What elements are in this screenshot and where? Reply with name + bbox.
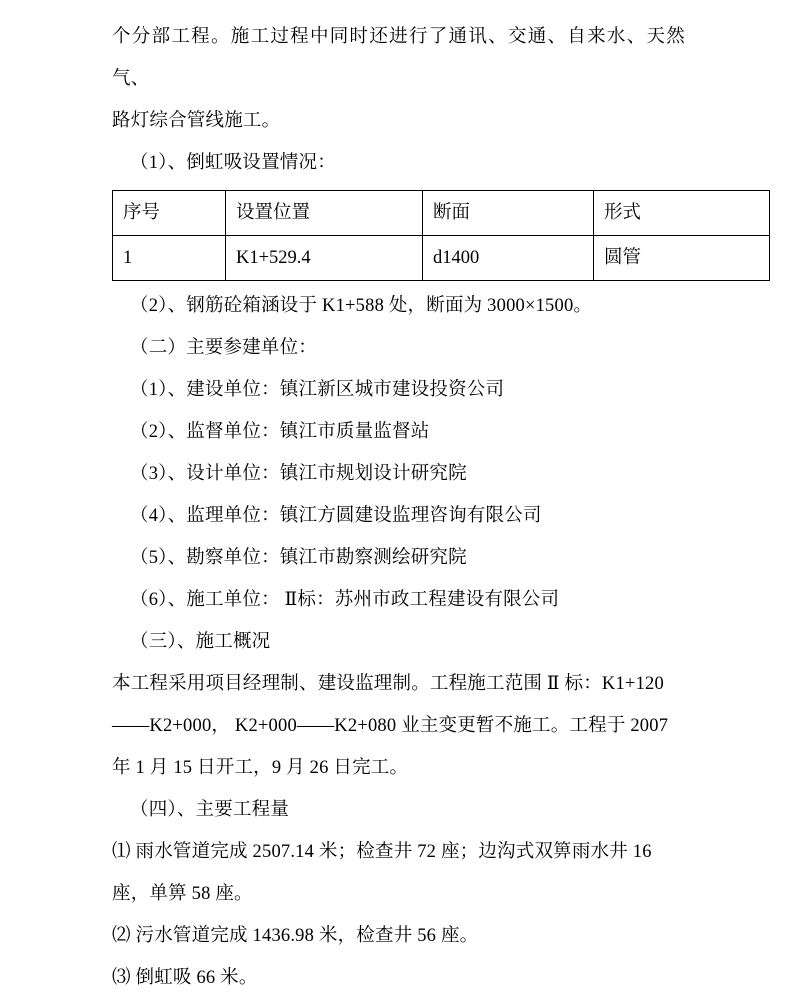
unit-item-designer: （3）、设计单位：镇江市规划设计研究院: [130, 464, 467, 484]
section-heading-4: （四）、主要工程量: [130, 800, 290, 820]
table-header-row: [113, 191, 770, 236]
paragraph-item-1-heading: （1）、倒虹吸设置情况：: [130, 153, 336, 173]
construction-overview-line-2: ——K2+000， K2+000——K2+080 业主变更暂不施工。工程于 2007: [112, 716, 669, 736]
cell-index: 1: [113, 236, 226, 281]
unit-item-monitor: （4）、监理单位：镇江方圆建设监理咨询有限公司: [130, 506, 542, 526]
column-header-section: 断面: [423, 191, 594, 236]
quantity-item-1-line-2: 座，单箅 58 座。: [112, 884, 253, 904]
unit-item-supervisor: （2）、监督单位：镇江市质量监督站: [130, 422, 430, 442]
inverted-siphon-table: [112, 190, 770, 281]
table-body: [113, 236, 770, 281]
paragraph-continuation: 个分部工程。施工过程中同时还进行了通讯、交通、自来水、天然气、: [112, 27, 685, 89]
cell-section: d1400: [423, 236, 594, 281]
quantity-item-2: ⑵ 污水管道完成 1436.98 米，检查井 56 座。: [112, 926, 479, 946]
table-head: [113, 191, 770, 236]
column-header-location: 设置位置: [226, 191, 423, 236]
quantity-item-3: ⑶ 倒虹吸 66 米。: [112, 968, 258, 988]
unit-item-construction-investor: （1）、建设单位：镇江新区城市建设投资公司: [130, 380, 505, 400]
construction-overview-line-3: 年 1 月 15 日开工，9 月 26 日完工。: [112, 758, 409, 778]
unit-item-contractor: （6）、施工单位： Ⅱ标：苏州市政工程建设有限公司: [130, 590, 560, 610]
table-row: [113, 236, 770, 281]
paragraph-item-2: （2）、钢筋砼箱涵设于 K1+588 处，断面为 3000×1500。: [130, 296, 593, 316]
column-header-index: 序号: [113, 191, 226, 236]
unit-item-survey: （5）、勘察单位：镇江市勘察测绘研究院: [130, 548, 467, 568]
paragraph-continuation-2: 路灯综合管线施工。: [112, 111, 281, 131]
section-heading-3: （三）、施工概况: [130, 632, 271, 652]
construction-overview-line-1: 本工程采用项目经理制、建设监理制。工程施工范围 Ⅱ 标：K1+120: [112, 674, 664, 694]
cell-form: 圆管: [594, 236, 770, 281]
quantity-item-1-line-1: ⑴ 雨水管道完成 2507.14 米；检查井 72 座；边沟式双箅雨水井 16: [112, 842, 652, 862]
cell-location: K1+529.4: [226, 236, 423, 281]
column-header-form: 形式: [594, 191, 770, 236]
section-heading-2: （二）主要参建单位：: [130, 338, 318, 358]
